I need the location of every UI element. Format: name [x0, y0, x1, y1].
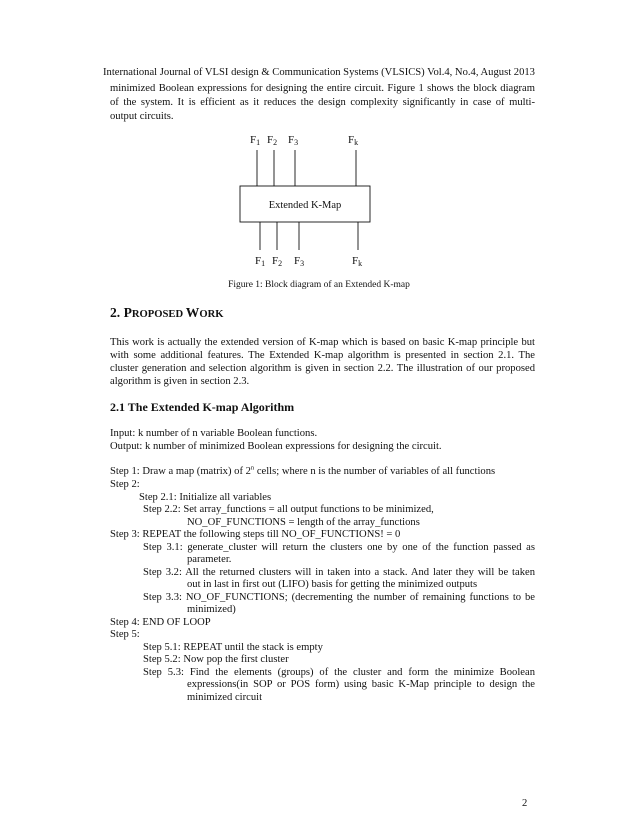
step-5-3-cont: expressions(in SOP or POS form) using basic K-Map principle to design the — [187, 679, 535, 690]
block-diagram — [230, 128, 390, 270]
algo-input: Input: k number of n variable Boolean functions. — [110, 428, 318, 439]
s2-line-3: cluster generation and selection algorithm is given in section 2.2. The illustration of our proposed — [110, 363, 535, 374]
s2-line-1: This work is actually the extended version of K-map which is based on basic K-map principle but — [110, 337, 535, 348]
top-label-fk: Fk — [348, 134, 359, 147]
step-2-1: Step 2.1: Initialize all variables — [139, 492, 272, 503]
bottom-label-fk: Fk — [352, 255, 363, 268]
step-2-2-cont: NO_OF_FUNCTIONS = length of the array_functions — [187, 517, 420, 528]
step-3-3-cont: minimized) — [187, 604, 236, 615]
step-3-1: Step 3.1: generate_cluster will return the clusters one by one of the function passed as — [143, 542, 535, 553]
section-2-heading: 2. PROPOSED WORK — [110, 305, 224, 320]
step-2: Step 2: — [110, 479, 140, 490]
intro-line-1: minimized Boolean expressions for designing the entire circuit. Figure 1 shows the block diagram — [110, 83, 535, 94]
step-5-2: Step 5.2: Now pop the first cluster — [143, 654, 289, 665]
algo-output: Output: k number of minimized Boolean expressions for designing the circuit. — [110, 441, 442, 452]
top-label-f1: F1 — [250, 134, 261, 147]
step-5-1: Step 5.1: REPEAT until the stack is empty — [143, 642, 323, 653]
section-2-1-heading: 2.1 The Extended K-map Algorithm — [110, 400, 295, 414]
top-label-f3: F3 — [288, 134, 299, 147]
step-5: Step 5: — [110, 629, 140, 640]
figure-caption: Figure 1: Block diagram of an Extended K-map — [228, 280, 410, 290]
step-3-2: Step 3.2: All the returned clusters will in taken into a stack. And later they will be taken — [143, 567, 535, 578]
step-3: Step 3: REPEAT the following steps till NO_OF_FUNCTIONS! = 0 — [110, 529, 401, 540]
step-3-2-cont: out in last in first out (LIFO) basis for getting the minimized outputs — [187, 579, 478, 590]
top-label-f2: F2 — [267, 134, 278, 147]
bottom-label-f2: F2 — [272, 255, 283, 268]
box-label: Extended K-Map — [268, 200, 342, 211]
step-4: Step 4: END OF LOOP — [110, 617, 211, 628]
step-1: Step 1: Draw a map (matrix) of 2$^n$ cells; where n is the number of variables of all functions — [110, 464, 496, 477]
s2-line-4: algorithm is given in section 2.3. — [110, 376, 250, 387]
step-5-3-cont2: minimized circuit — [187, 692, 263, 703]
intro-line-3: output circuits. — [110, 111, 174, 122]
s2-line-2: with some additional features. The Extended K-map algorithm is presented in section 2.1. The — [110, 350, 535, 361]
intro-line-2: of the system. It is efficient as it reduces the design complexity significantly in case of multi- — [110, 97, 535, 108]
step-3-1-cont: parameter. — [187, 554, 232, 565]
page-number: 2 — [522, 798, 528, 809]
bottom-label-f3: F3 — [294, 255, 305, 268]
running-header: International Journal of VLSI design & Communication Systems (VLSICS) Vol.4, No.4, August 2013 — [103, 67, 535, 78]
bottom-label-f1: F1 — [255, 255, 266, 268]
step-3-3: Step 3.3: NO_OF_FUNCTIONS; (decrementing the number of remaining functions to be — [143, 592, 535, 603]
step-2-2: Step 2.2: Set array_functions = all output functions to be minimized, — [143, 504, 434, 515]
step-5-3: Step 5.3: Find the elements (groups) of the cluster and form the minimize Boolean — [143, 667, 535, 678]
